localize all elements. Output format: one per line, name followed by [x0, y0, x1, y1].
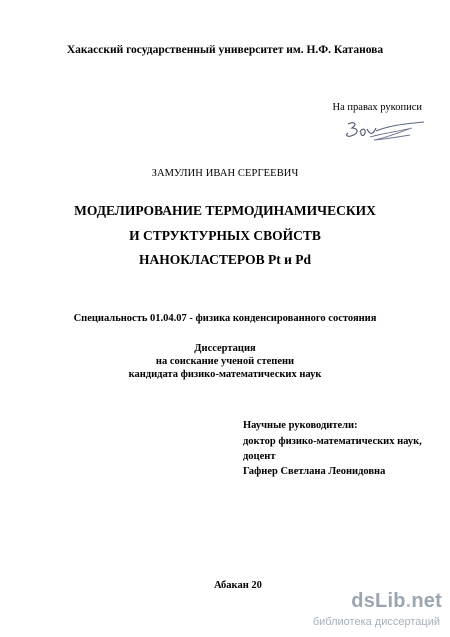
watermark-logo-dot: . — [405, 590, 412, 612]
watermark-logo — [351, 590, 442, 613]
watermark-logo-right: net — [411, 590, 442, 612]
thesis-title-line-3: НАНОКЛАСТЕРОВ Pt и Pd — [138, 252, 311, 267]
university-name: Хакасский государственный университет им. Н.Ф. Катанова — [66, 44, 384, 56]
handwritten-signature-icon — [340, 118, 430, 146]
specialty-line: Специальность 01.04.07 - физика конденсированного состояния — [73, 313, 377, 324]
supervisors-heading: Научные руководители: — [243, 420, 358, 431]
rights-notice: На правах рукописи — [332, 102, 422, 113]
supervisor-degree: доктор физико-математических наук, — [243, 436, 422, 447]
author-name: ЗАМУЛИН ИВАН СЕРГЕЕВИЧ — [151, 168, 299, 179]
watermark-subtitle: библиотека диссертаций — [312, 616, 440, 628]
thesis-title-line-1: МОДЕЛИРОВАНИЕ ТЕРМОДИНАМИЧЕСКИХ — [74, 203, 376, 218]
thesis-title-line-2: И СТРУКТУРНЫХ СВОЙСТВ — [129, 228, 321, 243]
degree-name-line: кандидата физико-математических наук — [128, 369, 322, 380]
supervisor-rank: доцент — [243, 451, 276, 462]
dslib-watermark — [302, 590, 442, 630]
dissertation-label: Диссертация — [194, 343, 256, 354]
supervisor-name: Гафнер Светлана Леонидовна — [243, 466, 386, 477]
watermark-logo-left: dsLib — [351, 590, 406, 612]
degree-sought-line: на соискание ученой степени — [155, 356, 295, 367]
city-year: Абакан 20 — [214, 580, 262, 591]
